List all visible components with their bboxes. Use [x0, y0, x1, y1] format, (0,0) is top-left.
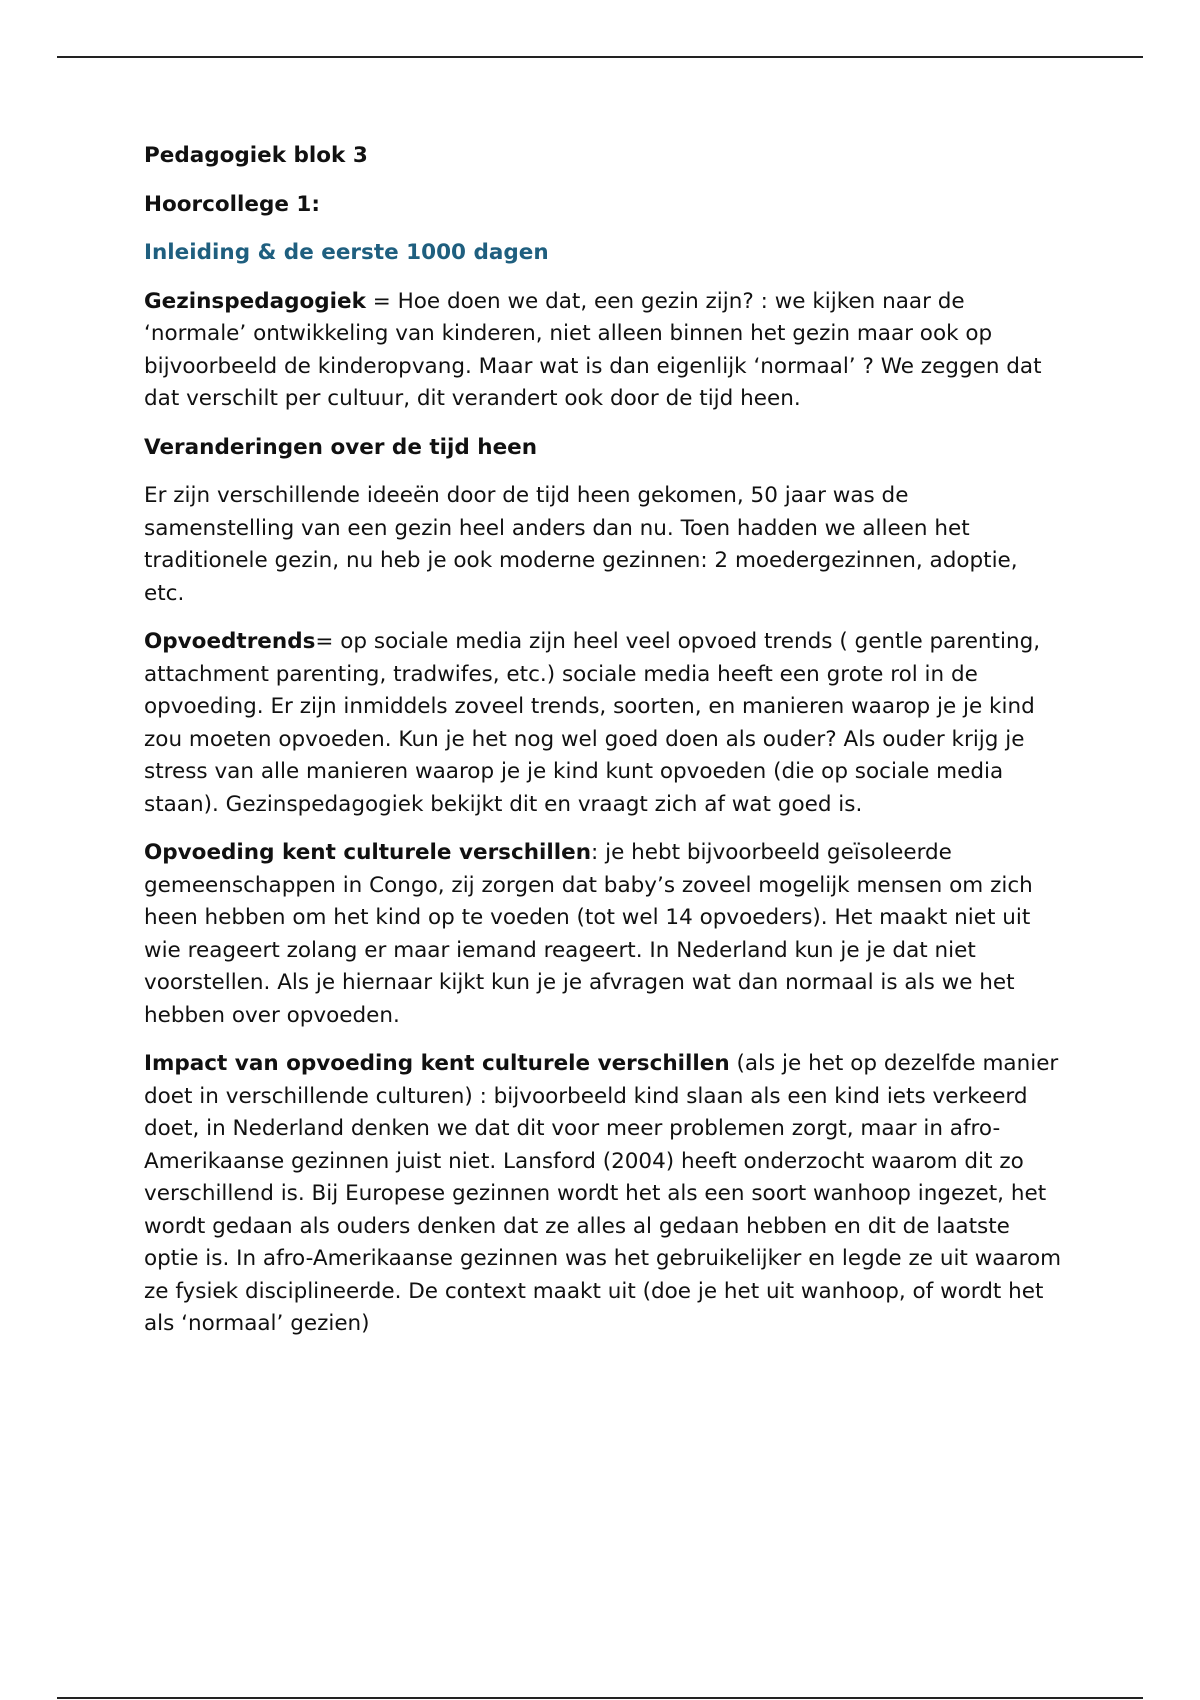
- paragraph-culturele-verschillen: [144, 837, 1064, 1032]
- term-opvoedtrends: Opvoedtrends: [144, 629, 316, 654]
- page-bottom-rule: [57, 1697, 1143, 1699]
- paragraph-veranderingen: Er zijn verschillende ideeën door de tijd heen gekomen, 50 jaar was de samenstelling van een gezin heel anders dan nu. Toen hadden we alleen het traditionele gezin, nu heb je ook moderne gezinnen: 2 moedergezinnen, adoptie, etc.: [144, 483, 1018, 606]
- term-impact-opvoeding: Impact van opvoeding kent culturele verschillen: [144, 1051, 730, 1076]
- paragraph-opvoedtrends: [144, 626, 1064, 821]
- page-top-rule: [57, 56, 1143, 58]
- lecture-heading: Hoorcollege 1:: [144, 191, 320, 217]
- term-culturele-verschillen: Opvoeding kent culturele verschillen: [144, 840, 592, 865]
- paragraph-text: = op sociale media zijn heel veel opvoed trends ( gentle parenting, attachment parenting, tradwifes, etc.) sociale media heeft een grote rol in de opvoeding. Er zijn inmiddels zoveel trends, soorten, en manieren waarop je je kind zou moeten opvoeden. Kun je het nog wel goed doen als ouder? Als ouder krijg je stress van alle manieren waarop je je kind kunt opvoeden (die op sociale media staan). Gezinspedagogiek bekijkt dit en vraagt zich af wat goed is.: [144, 629, 1041, 817]
- term-gezinspedagogiek: Gezinspedagogiek: [144, 288, 366, 314]
- paragraph-impact-opvoeding: [144, 1048, 1064, 1341]
- section-heading-veranderingen: Veranderingen over de tijd heen: [144, 434, 538, 460]
- paragraph-text: (als je het op dezelfde manier doet in verschillende culturen) : bijvoorbeeld kind slaan als een kind iets verkeerd doet, in Nederland denken we dat dit voor meer problemen zorgt, maar in afro-Amerikaanse gezinnen juist niet. Lansford (2004) heeft onderzocht waarom dit zo verschillend is. Bij Europese gezinnen wordt het als een soort wanhoop ingezet, het wordt gedaan als ouders denken dat ze alles al gedaan hebben en dit de laatste optie is. In afro-Amerikaanse gezinnen was het gebruikelijker en legde ze uit waarom ze fysiek disciplineerde. De context maakt uit (doe je het uit wanhoop, of wordt het als ‘normaal’ gezien): [144, 1051, 1062, 1336]
- document-body: [144, 140, 1064, 1357]
- document-title: Pedagogiek blok 3: [144, 143, 368, 168]
- paragraph-gezinspedagogiek: [144, 286, 1064, 416]
- paragraph-text: = Hoe doen we dat, een gezin zijn? : we kijken naar de ‘normale’ ontwikkeling van kinderen, niet alleen binnen het gezin maar ook op bijvoorbeeld de kinderopvang. Maar wat is dan eigenlijk ‘normaal’ ? We zeggen dat dat verschilt per cultuur, dit verandert ook door de tijd heen.: [144, 288, 1042, 411]
- topic-subtitle: Inleiding & de eerste 1000 dagen: [144, 240, 549, 265]
- paragraph-text: : je hebt bijvoorbeeld geïsoleerde gemeenschappen in Congo, zij zorgen dat baby’s zoveel mogelijk mensen om zich heen hebben om het kind op te voeden (tot wel 14 opvoeders). Het maakt niet uit wie reageert zolang er maar iemand reageert. In Nederland kun je je dat niet voorstellen. Als je hiernaar kijkt kun je je afvragen wat dan normaal is als we het hebben over opvoeden.: [144, 840, 1033, 1028]
